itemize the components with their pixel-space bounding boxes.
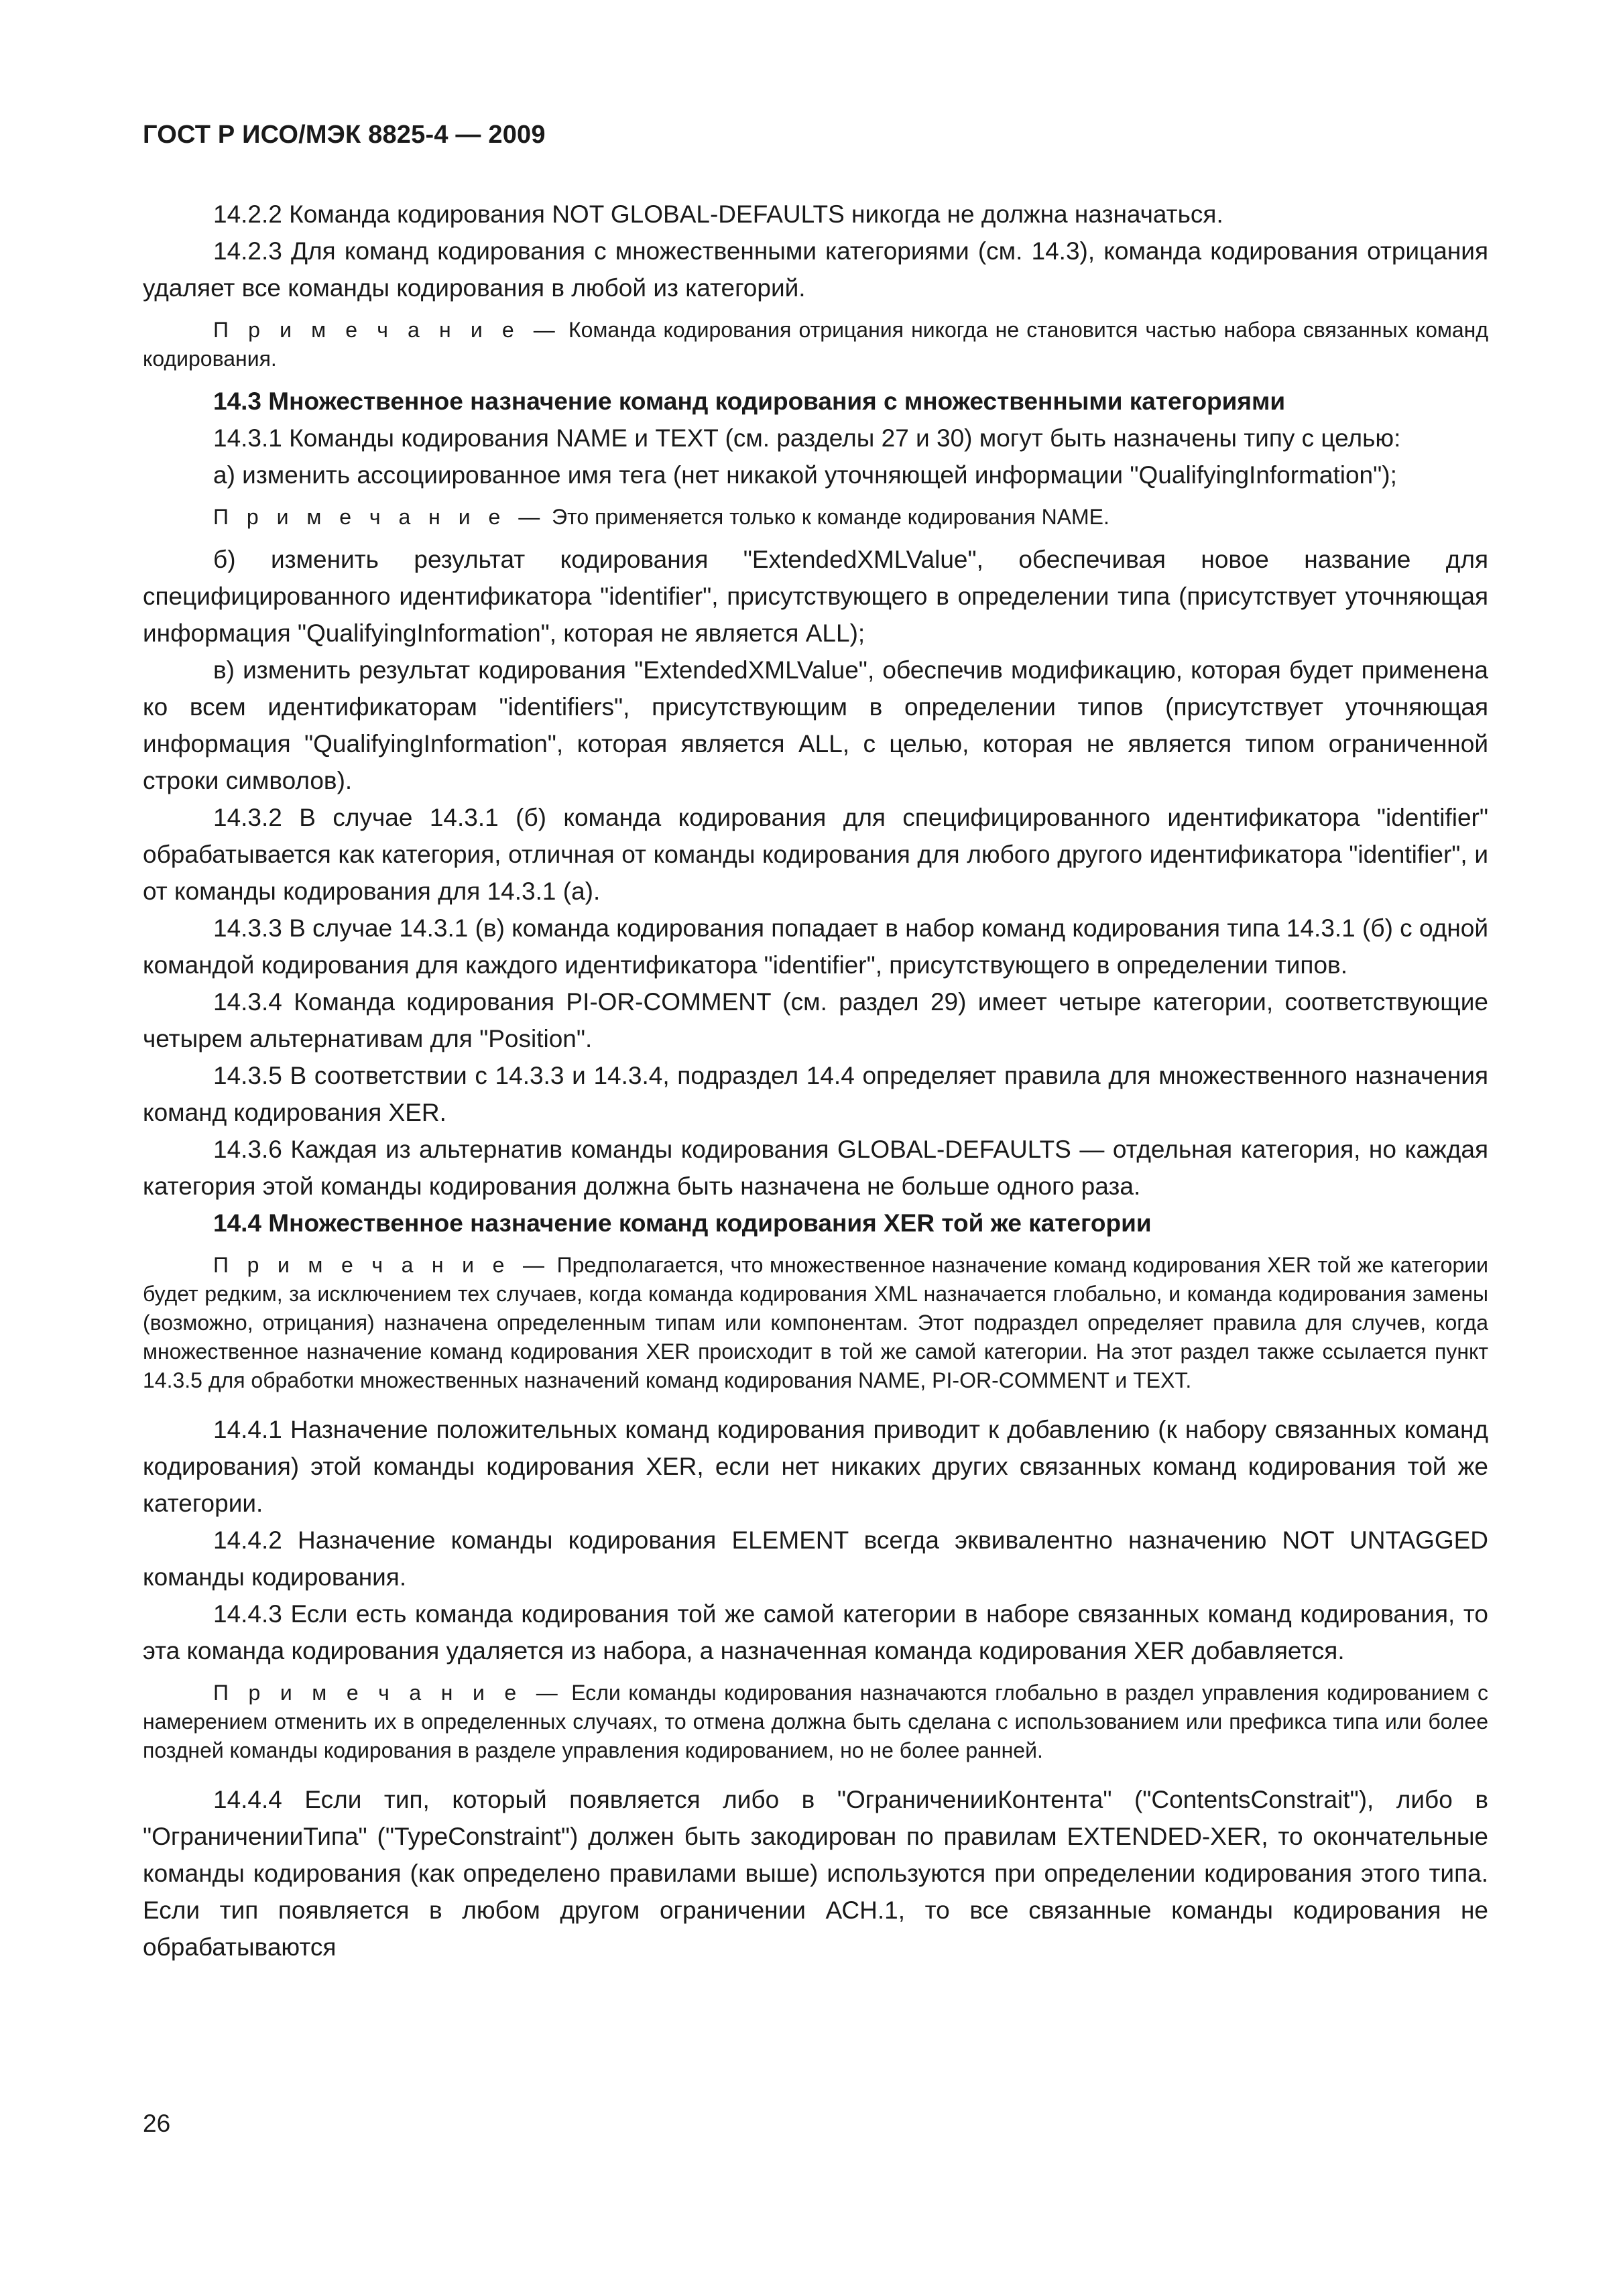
page-number: 26: [143, 2110, 171, 2137]
paragraph-14-2-3: 14.2.3 Для команд кодирования с множественными категориями (см. 14.3), команда кодирования отрицания удаляет все команды кодирования в любой из категорий.: [143, 237, 1488, 302]
note-text: Если команды кодирования назначаются глобально в раздел управления кодированием с намерением отменить их в определенных случаях, то отмена должна быть сделана с использованием или префикса типа или более поздней команды кодирования в разделе управления кодированием, но не более ранней.: [143, 1681, 1489, 1762]
paragraph-14-4-3: 14.4.3 Если есть команда кодирования той же самой категории в наборе связанных команд кодирования, то эта команда кодирования удаляется из набора, а назначенная команда кодирования XER добавляется.: [143, 1600, 1488, 1665]
paragraph-14-2-2: 14.2.2 Команда кодирования NOT GLOBAL-DEFAULTS никогда не должна назначаться.: [213, 200, 1223, 228]
note-text: Это применяется только к команде кодирования NAME.: [552, 505, 1109, 529]
page-content: [143, 196, 1488, 1966]
paragraph-14-3-1-a: а) изменить ассоциированное имя тега (нет никакой уточняющей информации "QualifyingInformation");: [213, 461, 1397, 489]
note-1: [143, 316, 1488, 373]
heading-14-4: 14.4 Множественное назначение команд кодирования XER той же категории: [213, 1209, 1152, 1237]
note-label: П р и м е ч а н и е —: [213, 1681, 564, 1705]
note-text: Команда кодирования отрицания никогда не становится частью набора связанных команд кодирования.: [143, 318, 1489, 371]
page-header: ГОСТ Р ИСО/МЭК 8825-4 — 2009: [143, 121, 546, 149]
paragraph-14-4-2: 14.4.2 Назначение команды кодирования ELEMENT всегда эквивалентно назначению NOT UNTAGGED команды кодирования.: [143, 1526, 1488, 1591]
heading-14-3: 14.3 Множественное назначение команд кодирования с множественными категориями: [213, 387, 1286, 415]
paragraph-14-3-1-b: б) изменить результат кодирования "ExtendedXMLValue", обеспечивая новое название для специфицированного идентификатора "identifier", присутствующего в определении типа (присутствует уточняющая информация "QualifyingInformation", которая не является ALL);: [143, 546, 1488, 647]
note-label: П р и м е ч а н и е —: [213, 1253, 550, 1277]
note-2: [143, 503, 1488, 532]
note-label: П р и м е ч а н и е —: [213, 505, 546, 529]
note-text: Предполагается, что множественное назначение команд кодирования XER той же категории будет редким, за исключением тех случаев, когда команда кодирования XML назначается глобально, и команда кодирования замены (возможно, отрицания) назначена определенным типам или компонентам. Этот подраздел определяет правила для случев, когда множественное назначение команд кодирования XER происходит в той же самой категории. На этот раздел также ссылается пункт 14.3.5 для обработки множественных назначений команд кодирования NAME, PI-OR-COMMENT и TEXT.: [143, 1253, 1489, 1392]
paragraph-14-3-1: 14.3.1 Команды кодирования NAME и TEXT (см. разделы 27 и 30) могут быть назначены типу с целью:: [213, 424, 1401, 452]
paragraph-14-3-3: 14.3.3 В случае 14.3.1 (в) команда кодирования попадает в набор команд кодирования типа 14.3.1 (б) с одной командой кодирования для каждого идентификатора "identifier", присутствующего в определении типов.: [143, 914, 1488, 979]
paragraph-14-3-5: 14.3.5 В соответствии с 14.3.3 и 14.3.4, подраздел 14.4 определяет правила для множественного назначения команд кодирования XER.: [143, 1062, 1488, 1126]
paragraph-14-3-4: 14.3.4 Команда кодирования PI-OR-COMMENT (см. раздел 29) имеет четыре категории, соответствующие четырем альтернативам для "Position".: [143, 988, 1488, 1052]
note-4: [143, 1679, 1488, 1765]
note-3: [143, 1251, 1488, 1395]
paragraph-14-3-1-v: в) изменить результат кодирования "ExtendedXMLValue", обеспечив модификацию, которая будет применена ко всем идентификаторам "identifiers", присутствующим в определении типов (присутствует уточняющая информация "QualifyingInformation", которая является ALL, с целью, которая не является типом ограниченной строки символов).: [143, 656, 1488, 794]
paragraph-14-3-6: 14.3.6 Каждая из альтернатив команды кодирования GLOBAL-DEFAULTS — отдельная категория, но каждая категория этой команды кодирования должна быть назначена не больше одного раза.: [143, 1136, 1488, 1200]
paragraph-14-4-1: 14.4.1 Назначение положительных команд кодирования приводит к добавлению (к набору связанных команд кодирования) этой команды кодирования XER, если нет никаких других связанных команд кодирования той же категории.: [143, 1416, 1488, 1517]
note-label: П р и м е ч а н и е —: [213, 318, 561, 342]
paragraph-14-3-2: 14.3.2 В случае 14.3.1 (б) команда кодирования для специфицированного идентификатора "identifier" обрабатывается как категория, отличная от команды кодирования для любого другого идентификатора "identifier", и от команды кодирования для 14.3.1 (а).: [143, 804, 1488, 905]
paragraph-14-4-4: 14.4.4 Если тип, который появляется либо в "ОграниченииКонтента" ("ContentsConstrait"), либо в "ОграниченииТипа" ("TypeConstraint") должен быть закодирован по правилам EXTENDED-XER, то окончательные команды кодирования (как определено правилами выше) используются при определении кодирования этого типа. Если тип появляется в любом другом ограничении АСН.1, то все связанные команды кодирования не обрабатываются: [143, 1786, 1488, 1961]
